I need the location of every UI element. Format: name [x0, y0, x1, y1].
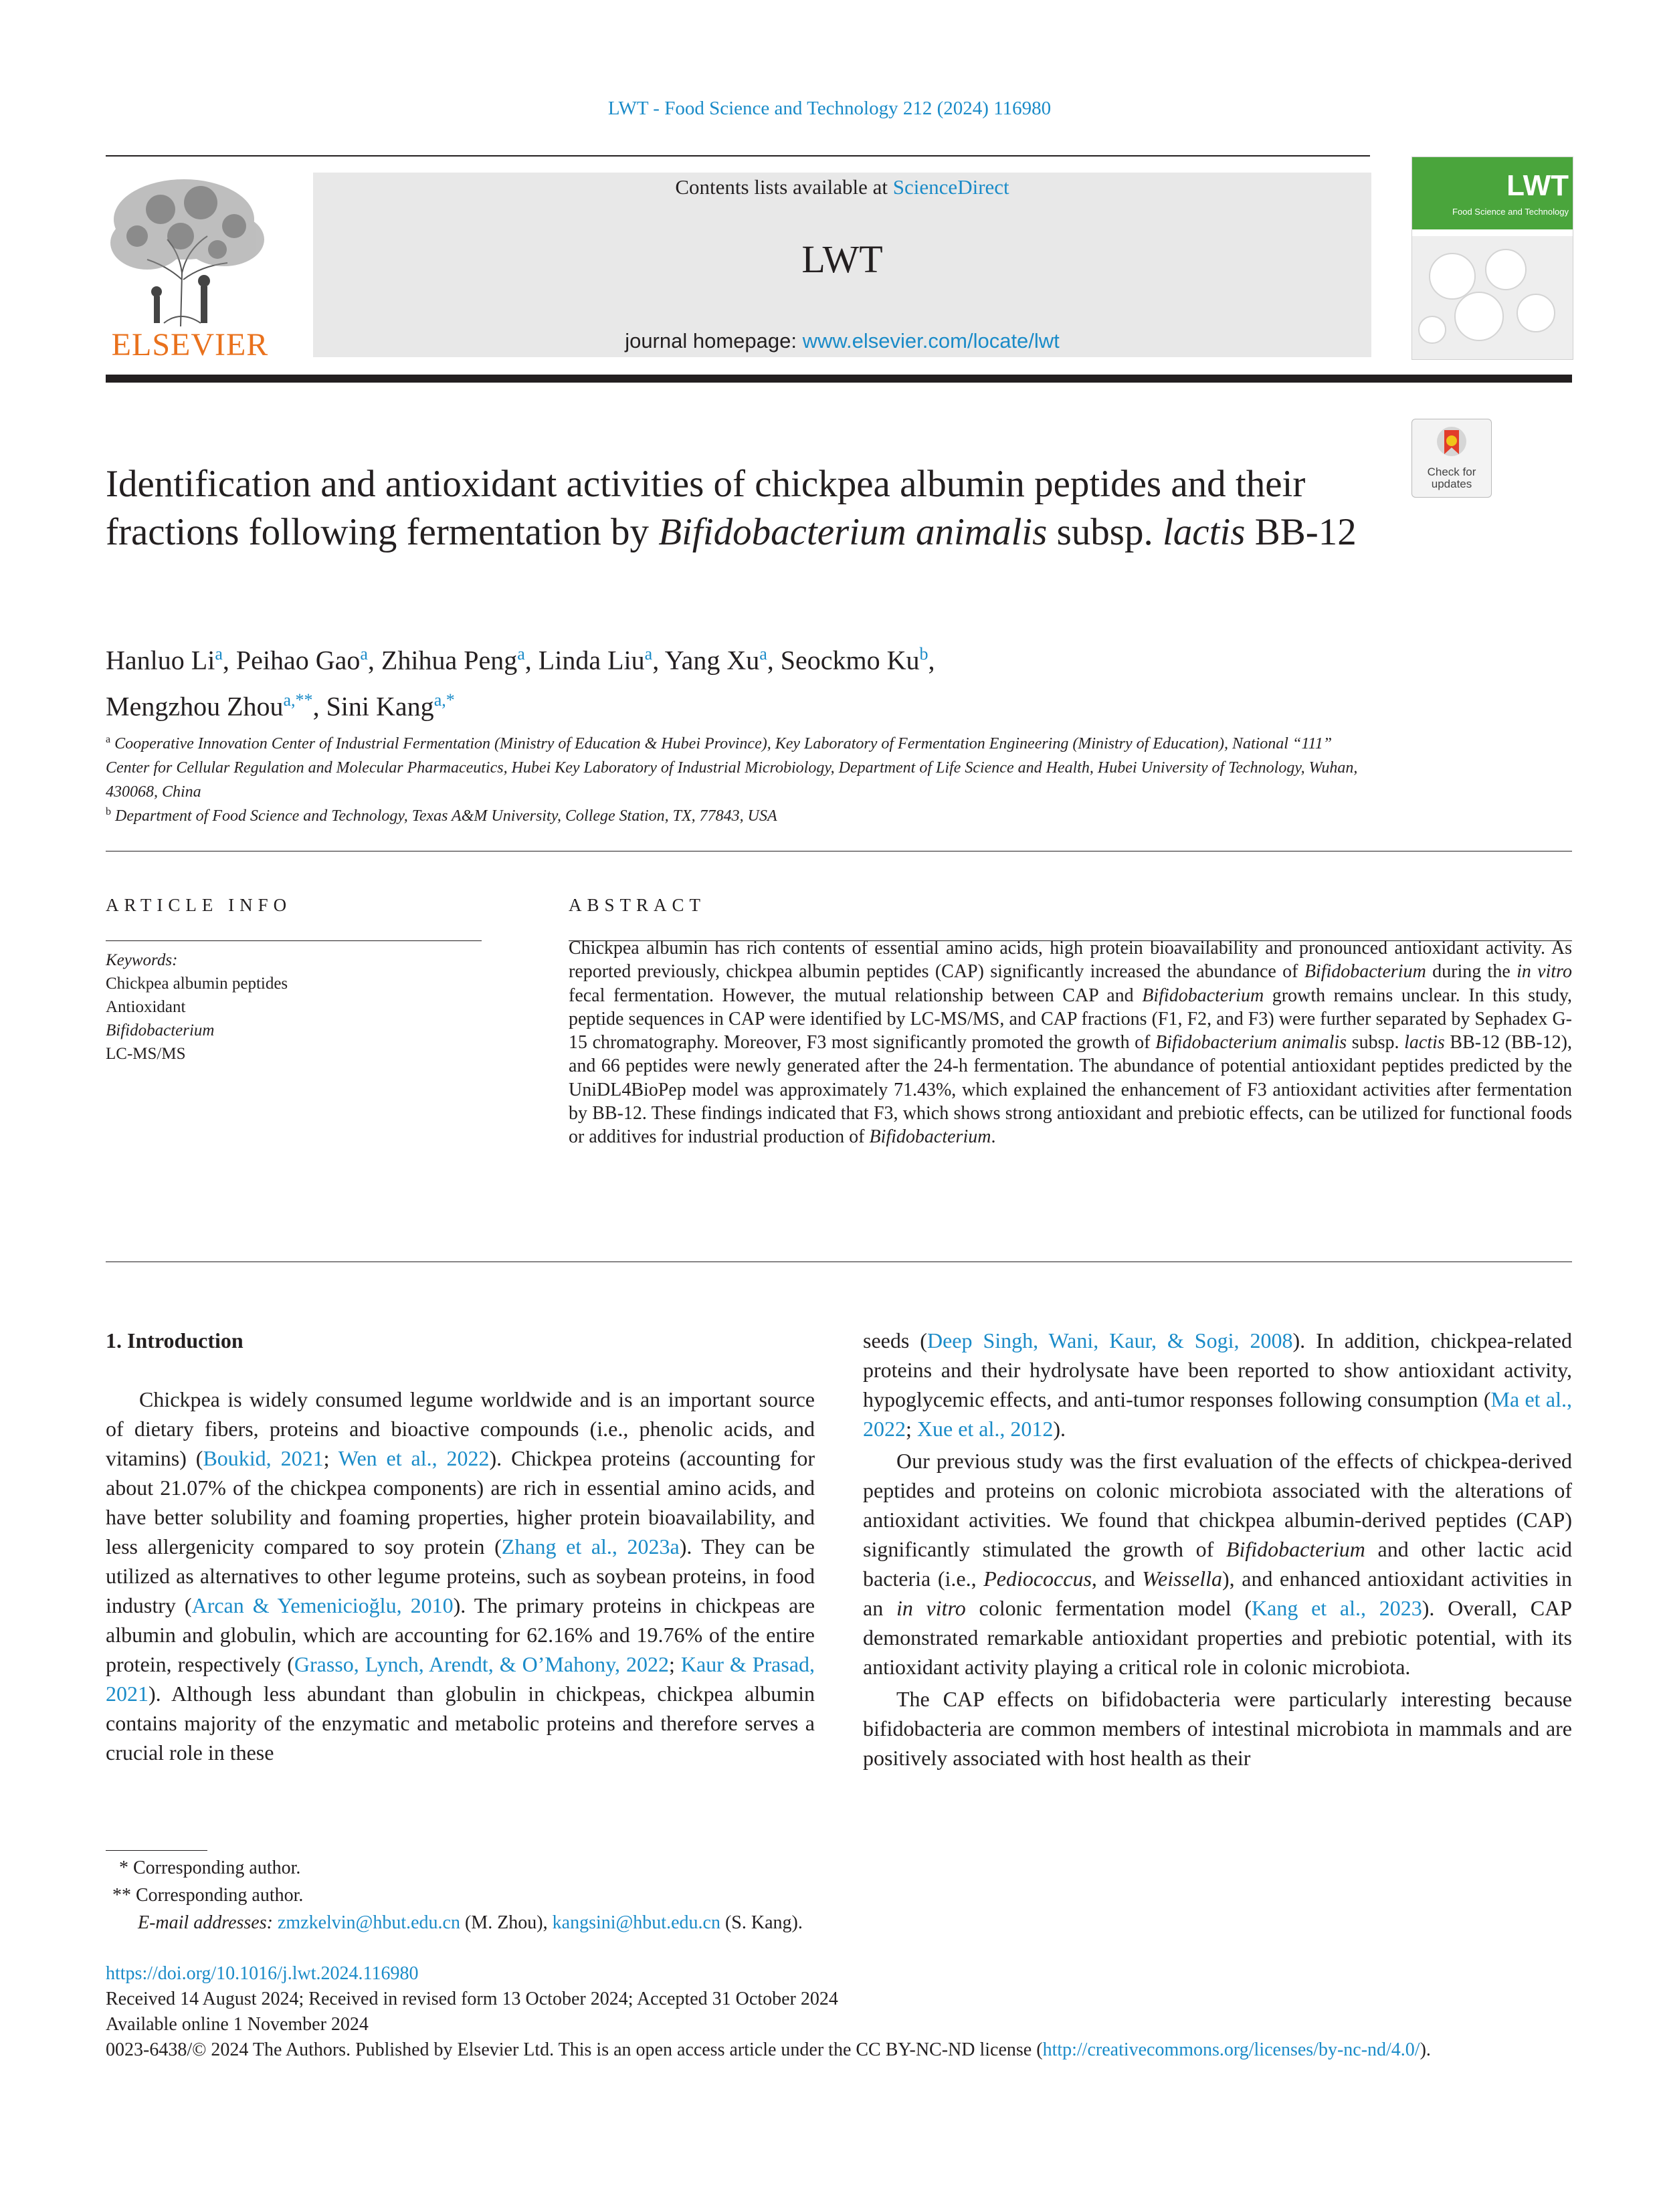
text-run: ). Overall, CAP demonstrated remarkable antioxidant properties and prebiotic potential, with its antioxidant activity playing a critical role in colonic microbiota. — [863, 1596, 1573, 1679]
keyword: Bifidobacterium — [106, 1021, 215, 1039]
text-run: The CAP effects on bifidobacteria were particularly interesting because bifidobacteria are common members of intestinal microbiota in mammals and are positively associated with host health as their — [863, 1687, 1572, 1770]
article-info-heading: ARTICLE INFO — [106, 895, 292, 915]
italic-text: Bifidobacterium animalis — [1155, 1032, 1347, 1053]
italic-text: in vitro — [1517, 961, 1573, 983]
text-run: . — [991, 1126, 996, 1148]
online-line: Available online 1 November 2024 — [106, 2014, 369, 2035]
keyword: Antioxidant — [106, 998, 186, 1016]
citation-link[interactable]: Kaur & Prasad, 2021 — [106, 1652, 815, 1706]
homepage-line — [313, 329, 1371, 353]
text-run: during the — [1426, 961, 1517, 983]
author-sup[interactable]: a — [644, 644, 653, 664]
author[interactable]: Zhihua Peng — [381, 645, 518, 676]
italic-text: Weissella — [1142, 1567, 1222, 1591]
publication-info — [106, 1961, 1572, 2063]
author-sup[interactable]: a,* — [433, 690, 455, 710]
doi-link[interactable]: https://doi.org/10.1016/j.lwt.2024.116980 — [106, 1963, 419, 1984]
homepage-link[interactable]: www.elsevier.com/locate/lwt — [802, 329, 1060, 353]
italic-text: lactis — [1404, 1032, 1445, 1053]
citation-link[interactable]: Zhang et al., 2023a — [501, 1534, 680, 1559]
footnotes — [106, 1854, 1377, 1936]
running-head[interactable]: LWT - Food Science and Technology 212 (2024) 116980 — [607, 98, 1052, 119]
text-run: ). — [1053, 1417, 1066, 1441]
corresponding-author-1: * Corresponding author. — [119, 1857, 301, 1878]
journal-cover[interactable] — [1411, 157, 1573, 360]
author[interactable]: Peihao Gao — [235, 645, 361, 676]
title-part-2: subsp. — [1047, 511, 1163, 553]
contents-line — [313, 175, 1371, 199]
cover-title: LWT — [1506, 169, 1569, 202]
text-run: , and — [1091, 1567, 1143, 1591]
citation-link[interactable]: Deep Singh, Wani, Kaur, & Sogi, 2008 — [926, 1328, 1293, 1352]
italic-text: Pediococcus — [983, 1567, 1092, 1591]
corresponding-author-2: ** Corresponding author. — [112, 1885, 304, 1906]
author[interactable]: Sini Kang — [326, 691, 434, 722]
email-owner: (M. Zhou), — [460, 1912, 553, 1933]
text-run: ). They can be utilized as alternatives to other legume proteins, such as soybean proteins, in food industry ( — [106, 1534, 815, 1617]
license-line — [106, 2037, 1572, 2063]
citation-link[interactable]: Boukid, 2021 — [203, 1446, 324, 1470]
text-run: BB-12 (BB-12), and 66 peptides were newly generated after the 24-h fermentation. The abundance of potential antioxidant peptides predicted by the UniDL4BioPep model was approximately 71.43%, which explained the enhancement of F3 antioxidant activities after fermentation by BB-12. These findings indicated that F3, which shows strong antioxidant and prebiotic effects, can be utilized for functional foods or additives for industrial production of — [569, 1032, 1573, 1148]
title-part-1: Identification and antioxidant activities of chickpea albumin peptides and their fractions following fermentation by — [106, 463, 1306, 553]
paragraph — [863, 1326, 1572, 1443]
section-heading-introduction: 1. Introduction — [106, 1328, 243, 1352]
author[interactable]: Hanluo Li — [106, 645, 215, 676]
license-text: 0023-6438/© 2024 The Authors. Published by Elsevier Ltd. This is an open access article under the CC BY-NC-ND license ( — [106, 2039, 1043, 2060]
keyword: LC-MS/MS — [106, 1045, 186, 1063]
text-run: subsp. — [1347, 1032, 1405, 1053]
italic-text: Bifidobacterium — [1226, 1537, 1365, 1561]
author-sup[interactable]: a — [517, 644, 525, 664]
text-run: colonic fermentation model ( — [965, 1596, 1252, 1620]
affiliation-label: a — [106, 734, 111, 745]
author-sup[interactable]: a — [215, 644, 223, 664]
text-run: growth remains unclear. In this study, peptide sequences in CAP were identified by LC-MS/MS, and CAP fractions (F1, F2, and F3) were further separated by Sephadex G-15 chromatography. Moreover, F3 most significantly promoted the growth of — [569, 985, 1573, 1053]
paragraph — [863, 1446, 1572, 1682]
license-end: ). — [1420, 2039, 1431, 2060]
text-run: ; — [323, 1446, 338, 1470]
paragraph — [106, 1385, 815, 1767]
bookmark-icon — [1435, 425, 1468, 464]
journal-name: LWT — [801, 237, 883, 281]
author-sup[interactable]: a,** — [283, 690, 313, 710]
text-run: ; — [906, 1417, 917, 1441]
header-rule — [106, 155, 1370, 157]
title-part-3: BB-12 — [1245, 511, 1357, 553]
email-link[interactable]: zmzkelvin@hbut.edu.cn — [277, 1912, 460, 1933]
affiliation-a — [106, 728, 1377, 804]
email-owner: (S. Kang). — [720, 1912, 803, 1933]
text-run: ), and enhanced antioxidant activities in an — [863, 1567, 1572, 1620]
affiliation-label: b — [106, 806, 111, 817]
check-for-updates-badge[interactable] — [1411, 419, 1492, 498]
author-sup[interactable]: a — [759, 644, 767, 664]
text-run: Chickpea is widely consumed legume worldwide and is an important source of dietary fibers, proteins and bioactive compounds (i.e., phenolic acids, and vitamins) ( — [106, 1387, 815, 1470]
body-right-column — [863, 1326, 1572, 1773]
masthead-rule — [106, 375, 1572, 383]
text-run: ). The primary proteins in chickpeas are albumin and globulin, which are accounting for 62.16% and 19.76% of the entire protein, respectively ( — [106, 1593, 815, 1676]
article-title — [106, 460, 1383, 557]
contents-prefix: Contents lists available at — [675, 175, 893, 199]
text-run: and other lactic acid bacteria (i.e., — [863, 1537, 1573, 1591]
affiliation-text: Cooperative Innovation Center of Industrial Fermentation (Ministry of Education & Hubei Province), Key Laboratory of Fermentation Engineering (Ministry of Education), National “111” Center for Cellular Regulation and Molecular Pharmaceutics, Hubei Key Laboratory of Industrial Microbiology, Department of Life Science and Health, Hubei University of Technology, Wuhan, 430068, China — [106, 735, 1358, 801]
text-run: Chickpea albumin has rich contents of essential amino acids, high protein bioavailability and pronounced antioxidant activity. As reported previously, chickpea albumin peptides (CAP) significantly increased the abundance of — [569, 938, 1572, 983]
abstract-text — [569, 936, 1572, 1149]
text-run: fecal fermentation. However, the mutual relationship between CAP and — [569, 985, 1143, 1006]
author-list: Hanluo Li$^a$, Peihao Gao$^a$, Zhihua Peng$^a$, Linda Liu$^a$, Yang Xu$^a$, Seockmo Ku$^b$, Mengzhou Zhou$^{a,**}$, Sini Kang$^{a,*}$ — [106, 644, 935, 722]
italic-text: Bifidobacterium — [1142, 985, 1264, 1006]
author[interactable]: Linda Liu — [538, 645, 645, 676]
text-run: seeds ( — [863, 1328, 927, 1352]
sciencedirect-link[interactable]: ScienceDirect — [892, 175, 1009, 199]
keywords-block — [106, 948, 480, 1066]
text-run: ). In addition, chickpea-related proteins and their hydrolysate have been reported to show antioxidant activity, hypoglycemic effects, and anti-tumor responses following consumption ( — [863, 1328, 1573, 1411]
footnote-rule — [106, 1850, 207, 1851]
citation-link[interactable]: Arcan & Yemenicioğlu, 2010 — [191, 1593, 454, 1617]
text-run: ; — [669, 1652, 681, 1676]
author-sup[interactable]: b — [919, 644, 929, 664]
cover-image — [1412, 236, 1573, 359]
italic-text: Bifidobacterium — [1304, 961, 1426, 983]
affiliation-text: Department of Food Science and Technology, Texas A&M University, College Station, TX, 77843, USA — [115, 807, 777, 825]
author[interactable]: Yang Xu — [664, 645, 760, 676]
citation-link[interactable]: Xue et al., 2012 — [916, 1417, 1054, 1441]
italic-text: Bifidobacterium — [869, 1126, 991, 1148]
title-italic-2: lactis — [1162, 511, 1246, 553]
article-info-rule — [106, 940, 482, 941]
text-run: ). Chickpea proteins (accounting for about 21.07% of the chickpea components) are rich in essential amino acids, and have better solubility and foaming properties, higher protein bioavailability, and less allergenicity compared to soy protein ( — [106, 1446, 815, 1559]
homepage-prefix: journal homepage: — [625, 329, 803, 353]
email-label: E-mail addresses: — [138, 1912, 273, 1933]
affiliation-b — [106, 800, 1377, 828]
text-run: ). Although less abundant than globulin in chickpeas, chickpea albumin contains majority of the enzymatic and metabolic proteins and therefore serves a crucial role in these — [106, 1682, 815, 1765]
elsevier-wordmark: ELSEVIER — [111, 327, 269, 363]
paragraph — [863, 1684, 1572, 1773]
author[interactable]: Seockmo Ku — [780, 645, 920, 676]
author[interactable]: Mengzhou Zhou — [106, 691, 284, 722]
license-link[interactable]: http://creativecommons.org/licenses/by-nc-nd/4.0/ — [1042, 2039, 1420, 2060]
keywords-label: Keywords: — [106, 951, 178, 969]
citation-link[interactable]: Kang et al., 2023 — [1252, 1596, 1422, 1620]
body-left-column — [106, 1385, 815, 1767]
author-sup[interactable]: a — [360, 644, 368, 664]
text-run: Our previous study was the first evaluation of the effects of chickpea-derived peptides and proteins on colonic microbiota associated with the alterations of antioxidant activities. We found that chickpea albumin-derived peptides (CAP) significantly stimulated the growth of — [863, 1449, 1572, 1561]
italic-text: in vitro — [896, 1596, 966, 1620]
dates-line: Received 14 August 2024; Received in revised form 13 October 2024; Accepted 31 October 2024 — [106, 1989, 838, 2009]
citation-link[interactable]: Grasso, Lynch, Arendt, & O’Mahony, 2022 — [294, 1652, 669, 1676]
citation-link[interactable]: Wen et al., 2022 — [338, 1446, 490, 1470]
citation-link[interactable]: Ma et al., 2022 — [863, 1387, 1573, 1441]
abstract-heading: ABSTRACT — [569, 895, 706, 915]
keyword: Chickpea albumin peptides — [106, 975, 288, 993]
cover-subtitle: Food Science and Technology — [1452, 207, 1569, 217]
email-line — [106, 1909, 1377, 1936]
check-for-updates-label: Check for updates — [1427, 466, 1476, 490]
email-link[interactable]: kangsini@hbut.edu.cn — [552, 1912, 720, 1933]
title-italic-1: Bifidobacterium animalis — [658, 511, 1048, 553]
